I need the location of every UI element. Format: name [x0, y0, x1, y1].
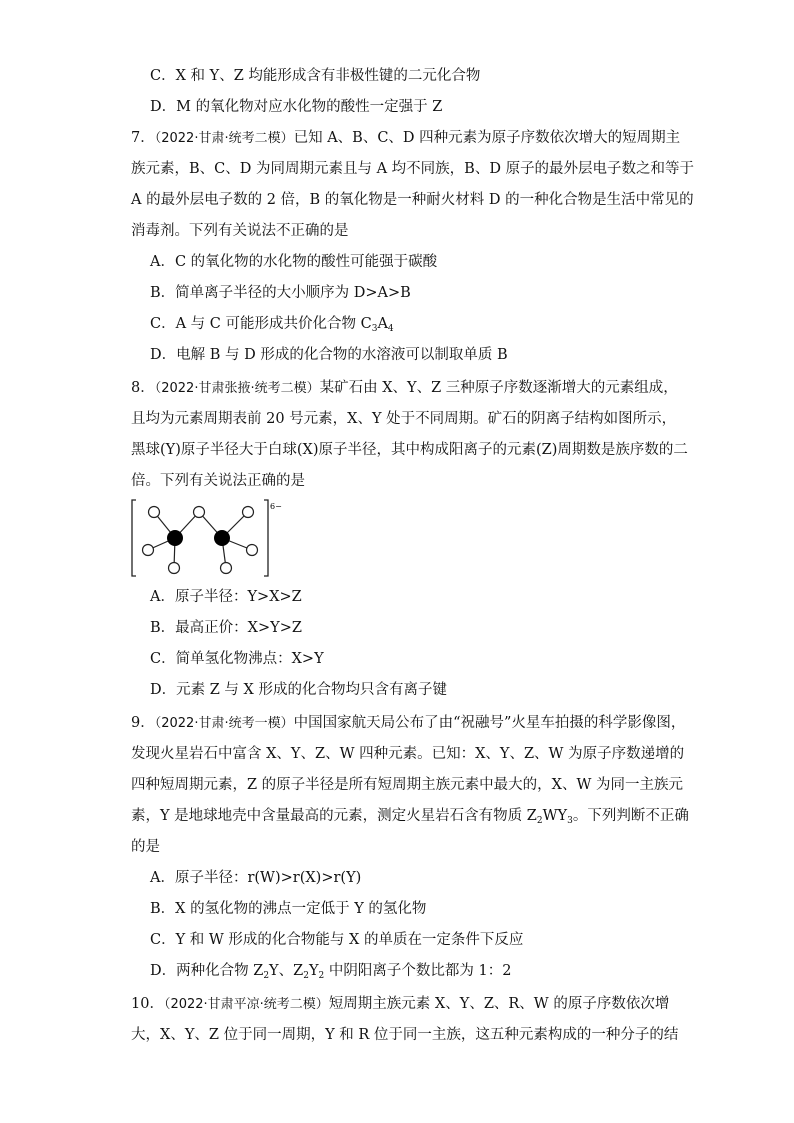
q9-stem-line-2: 发现火星岩石中富含 X、Y、Z、W 四种元素。已知：X、Y、Z、W 为原子序数递增的: [131, 746, 685, 762]
ion-charge: 6−: [270, 502, 282, 511]
subscript: 3: [371, 324, 378, 334]
right-bracket: [264, 500, 268, 576]
q9-option-b: B．X 的氢化物的沸点一定低于 Y 的氢化物: [150, 901, 427, 917]
subscript: 4: [387, 324, 394, 334]
x-atom-white: [169, 563, 180, 574]
q7-number: 7．: [131, 130, 155, 146]
q7-option-d: D．电解 B 与 D 形成的化合物的水溶液可以制取单质 B: [150, 347, 508, 363]
q9-option-d: [150, 961, 690, 981]
q9-stem-line-3: 四种短周期元素，Z 的原子半径是所有短周期主族元素中最大的，X、W 为同一主族元: [131, 777, 684, 793]
q7-source: （2022·甘肃·统考二模）: [154, 131, 294, 146]
q10-source: （2022·甘肃平凉·统考二模）: [163, 997, 329, 1012]
q9-option-d-text: Y: [308, 963, 319, 979]
q7-option-c-text: A: [377, 316, 388, 332]
q7-stem-line-1: [131, 128, 681, 149]
x-atom-white: [221, 563, 232, 574]
anion-structure-diagram: [130, 498, 290, 580]
subscript: 3: [567, 816, 573, 826]
q6-option-d: D．M 的氧化物对应水化物的酸性一定强于 Z: [150, 99, 443, 115]
x-atom-white: [243, 507, 254, 518]
q9-option-d-text: D．两种化合物 Z: [150, 963, 264, 979]
q9-option-a: A．原子半径：r(W)>r(X)>r(Y): [150, 870, 362, 886]
bonds: [148, 512, 252, 568]
q7-option-b: B．简单离子半径的大小顺序为 D>A>B: [150, 285, 411, 301]
q9-stem-line-5: 的是: [131, 839, 160, 855]
q8-option-d: D．元素 Z 与 X 形成的化合物均只含有离子键: [150, 682, 447, 698]
x-atoms-white: [143, 507, 258, 574]
q8-text: 某矿石由 X、Y、Z 三种原子序数逐渐增大的元素组成，: [319, 380, 678, 396]
q9-text: 。下列判断不正确: [572, 808, 689, 824]
q9-stem-line-1: [131, 713, 686, 734]
q8-option-b: B．最高正价：X>Y>Z: [150, 620, 302, 636]
x-atom-white: [149, 507, 160, 518]
q9-option-d-text: 中阴阳离子个数比都为 1：2: [324, 963, 512, 979]
left-bracket: [132, 500, 136, 576]
y-atom-black: [214, 530, 230, 546]
q9-text: WY: [542, 808, 568, 824]
subscript: 2: [536, 816, 543, 826]
q9-text: 中国国家航天局公布了由“祝融号”火星车拍摄的科学影像图，: [293, 715, 686, 731]
q9-stem-line-4: [131, 806, 689, 826]
q10-stem-line-2: 大，X、Y、Z 位于同一周期，Y 和 R 位于同一主族，这五种元素构成的一种分子的结: [131, 1027, 679, 1043]
q9-text: 素，Y 是地球地壳中含量最高的元素，测定火星岩石含有物质 Z: [131, 808, 537, 824]
subscript: 2: [303, 971, 309, 981]
x-atom-white: [194, 507, 205, 518]
q8-stem-line-1: [131, 378, 678, 399]
q8-number: 8．: [131, 380, 155, 396]
q10-number: 10．: [131, 996, 164, 1012]
subscript: 2: [318, 971, 325, 981]
subscript: 2: [263, 971, 270, 981]
q8-option-c: C．简单氢化物沸点：X>Y: [150, 651, 324, 667]
q8-stem-line-3: 黑球(Y)原子半径大于白球(X)原子半径，其中构成阳离子的元素(Z)周期数是族序数的二: [131, 442, 688, 458]
x-atom-white: [247, 545, 258, 556]
q8-option-a: A．原子半径：Y>X>Z: [150, 589, 302, 605]
q8-source: （2022·甘肃张掖·统考二模）: [154, 381, 320, 396]
x-atom-white: [143, 545, 154, 556]
q7-stem-line-3: A 的最外层电子数的 2 倍，B 的氧化物是一种耐火材料 D 的一种化合物是生活中常见的: [131, 192, 694, 208]
q6-option-c: C．X 和 Y、Z 均能形成含有非极性键的二元化合物: [150, 68, 481, 84]
q10-text: 短周期主族元素 X、Y、Z、R、W 的原子序数依次增: [328, 996, 670, 1012]
q9-number: 9．: [131, 715, 155, 731]
y-atom-black: [167, 530, 183, 546]
q8-stem-line-2: 且均为元素周期表前 20 号元素，X、Y 处于不同周期。矿石的阴离子结构如图所示，: [131, 411, 677, 427]
q7-stem-line-4: 消毒剂。下列有关说法不正确的是: [131, 223, 349, 239]
q9-option-d-text: Y、Z: [269, 963, 304, 979]
q9-source: （2022·甘肃·统考一模）: [154, 716, 294, 731]
q7-option-c: [150, 314, 690, 334]
q7-text: 已知 A、B、C、D 四种元素为原子序数依次增大的短周期主: [293, 130, 681, 146]
q8-stem-line-4: 倍。下列有关说法正确的是: [131, 473, 305, 489]
q7-option-a: A．C 的氧化物的水化物的酸性可能强于碳酸: [150, 254, 438, 270]
q10-stem-line-1: [131, 994, 671, 1015]
q9-option-c: C．Y 和 W 形成的化合物能与 X 的单质在一定条件下反应: [150, 932, 524, 948]
q7-option-c-text: C．A 与 C 可能形成共价化合物 C: [150, 316, 372, 332]
q7-stem-line-2: 族元素，B、C、D 为同周期元素且与 A 均不同族，B、D 原子的最外层电子数之和等于: [131, 161, 695, 177]
